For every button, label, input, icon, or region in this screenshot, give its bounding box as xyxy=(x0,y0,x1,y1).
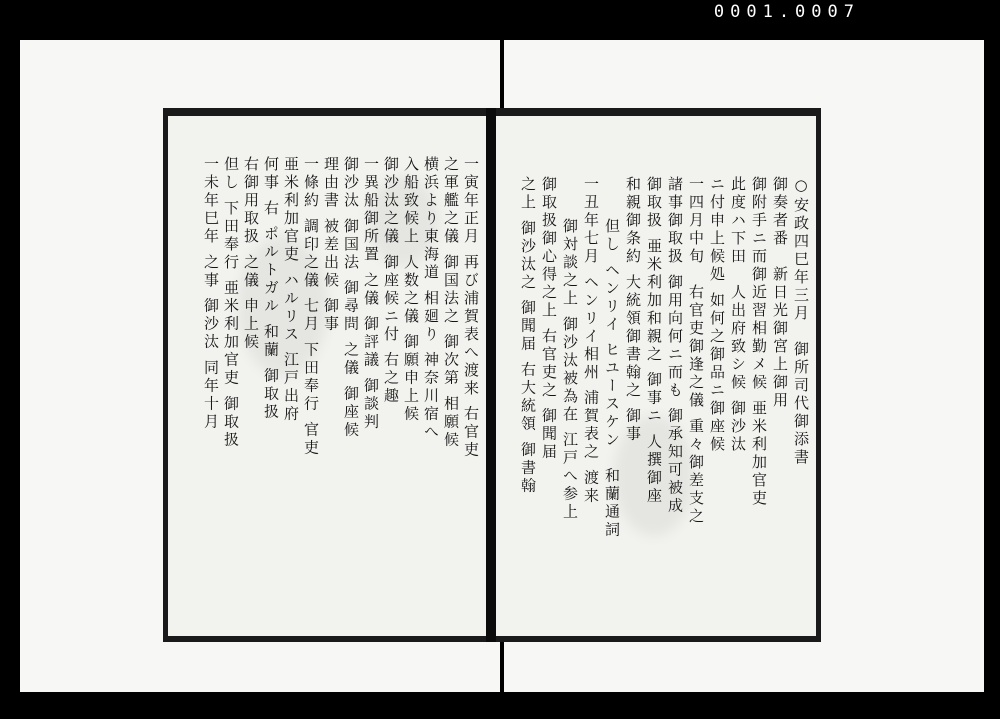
manuscript-column: 一丑年七月 ヘンリイ相州 浦賀表之 渡来 xyxy=(582,176,600,506)
manuscript-column: 一異船御所置 之儀 御評議 御談判 xyxy=(362,156,380,432)
manuscript-column: 此度ハ下田 人出府致シ候 御沙汰 xyxy=(729,176,747,454)
right-page xyxy=(494,116,816,636)
manuscript-column: 御附手ニ而御近習相勤メ候 亜米利加官吏 xyxy=(750,176,768,508)
manuscript-column: 諸事御取扱 御用向何ニ而も 御承知可被成 xyxy=(666,176,684,516)
manuscript-column: 一寅年正月 再び浦賀表へ渡来 右官吏 xyxy=(462,156,480,460)
manuscript-column: 御奏者番 新日光御宮上御用 xyxy=(771,176,789,410)
manuscript-column: 御取扱 亜米利加和親之 御事ニ 人撰御座 xyxy=(645,176,663,506)
manuscript-column: ○安政四巳年三月 御所司代御添書 xyxy=(792,176,810,467)
manuscript-column: 亜米利加官吏 ハルリス 江戸出府 xyxy=(282,156,300,424)
manuscript-column: 但し ヘンリイ ヒユースケン 和蘭通詞 xyxy=(603,200,621,540)
manuscript-column: ニ付申上候処 如何之御品ニ御座候 xyxy=(708,176,726,454)
manuscript-column: 一條約 調印之儀 七月 下田奉行 官吏 xyxy=(302,156,320,458)
manuscript-column: 一四月中旬 右官吏御逢之儀 重々御差支之 xyxy=(687,176,705,526)
manuscript-column: 但し 下田奉行 亜米利加官吏 御取扱 xyxy=(222,156,240,450)
manuscript-column: 之軍艦之儀 御国法之 御次第 相願候 xyxy=(442,156,460,450)
manuscript-column: 横浜より東海道 相廻り 神奈川宿へ xyxy=(422,156,440,442)
manuscript-column: 和親御条約 大統領御書翰之 御事 xyxy=(624,176,642,444)
manuscript-column: 一未年巳年 之事 御沙汰 同年十月 xyxy=(202,156,220,432)
manuscript-column: 御取扱御心得之上 右官吏之 御聞届 xyxy=(540,176,558,462)
manuscript-column: 理由書 被差出候 御事 xyxy=(322,156,340,334)
manuscript-column: 御対談之上 御沙汰被為在 江戸へ参上 xyxy=(561,200,579,522)
manuscript-column: 右御用取扱 之儀 申上候 xyxy=(242,156,260,352)
manuscript-column: 之上 御沙汰之 御聞届 右大統領 御書翰 xyxy=(519,176,537,496)
manuscript-column: 御沙汰之儀 御座候ニ付 右之趣 xyxy=(382,156,400,406)
book-gutter xyxy=(486,108,496,642)
microfilm-frame-number: 0001.0007 xyxy=(713,2,860,22)
manuscript-column: 何事 右 ポルトガル 和蘭 御取扱 xyxy=(262,156,280,422)
manuscript-column: 御沙汰 御国法 御尋問 之儀 御座候 xyxy=(342,156,360,440)
left-page xyxy=(168,116,488,636)
manuscript-column: 入船致候上 人数之儀 御願申上候 xyxy=(402,156,420,424)
